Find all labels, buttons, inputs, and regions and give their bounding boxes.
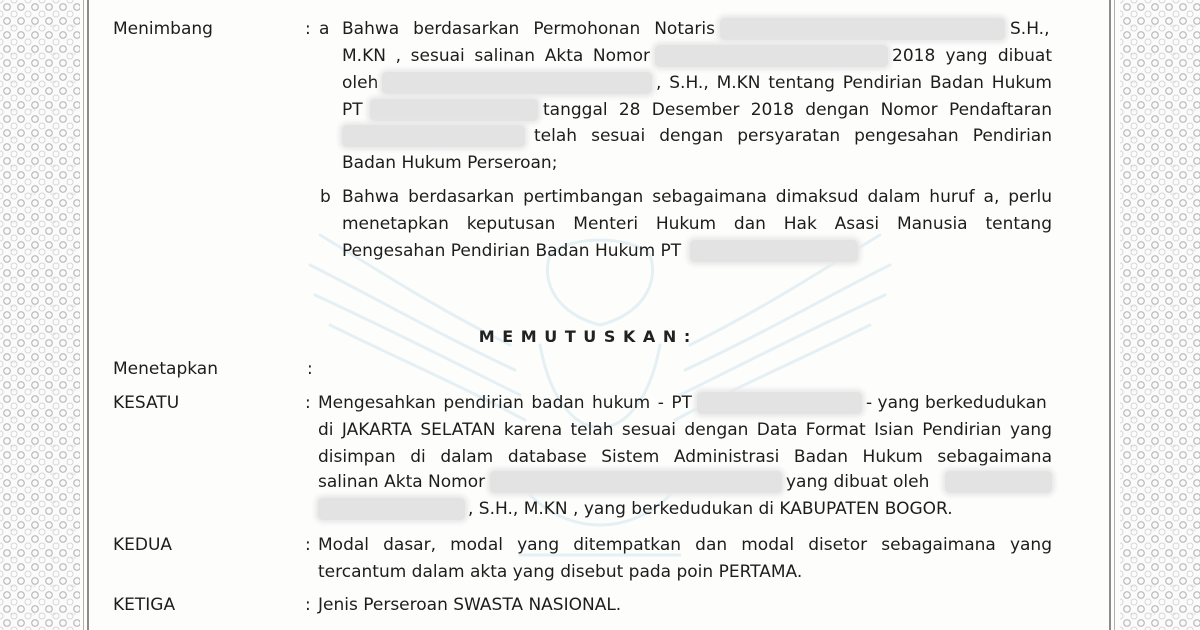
item-a-line5-end: telah sesuai dengan persyaratan pengesahan Pendirian	[534, 126, 1052, 146]
redacted-block	[382, 72, 652, 94]
decision-heading: M E M U T U S K A N :	[478, 327, 692, 346]
item-a-line2-end: 2018 yang dibuat	[892, 46, 1052, 66]
left-border-rule-outer	[83, 0, 84, 630]
kedua-colon: :	[305, 535, 311, 555]
kesatu-line3: disimpan di dalam database Sistem Administrasi Badan Hukum sebagaimana	[318, 447, 1052, 467]
kesatu-label: KESATU	[113, 393, 180, 413]
item-a-line3-end: , S.H., M.KN tentang Pendirian Badan Hukum	[656, 73, 1052, 93]
redacted-block	[490, 471, 782, 493]
ketiga-line1: Jenis Perseroan SWASTA NASIONAL.	[318, 595, 622, 615]
redacted-block	[370, 99, 538, 121]
considering-colon: :	[305, 19, 311, 39]
redacted-block	[697, 392, 862, 414]
item-b-line2: menetapkan keputusan Menteri Hukum dan Hak Asasi Manusia tentang	[342, 214, 1052, 234]
left-border-rule-inner	[87, 0, 89, 630]
establishing-label: Menetapkan	[113, 359, 218, 379]
kedua-line1: Modal dasar, modal yang ditempatkan dan modal disetor sebagaimana yang	[318, 535, 1052, 555]
kesatu-line4-start: salinan Akta Nomor	[318, 472, 486, 492]
redacted-block	[690, 240, 858, 262]
kesatu-line4-mid: yang dibuat oleh	[786, 472, 930, 492]
kesatu-line1-end: - yang berkedudukan	[866, 393, 1047, 413]
redacted-block	[318, 498, 465, 520]
item-a-line4-start: PT	[342, 100, 363, 120]
right-border-rule-inner	[1109, 0, 1111, 630]
item-a-line6: Badan Hukum Perseroan;	[342, 153, 558, 173]
item-a-line1-start: Bahwa berdasarkan Permohonan Notaris	[342, 19, 715, 39]
item-a-line2-start: M.KN , sesuai salinan Akta Nomor	[342, 46, 650, 66]
ketiga-label: KETIGA	[113, 595, 176, 615]
kesatu-line2: di JAKARTA SELATAN karena telah sesuai dengan Data Format Isian Pendirian yang	[318, 420, 1052, 440]
item-b-marker: b	[320, 187, 331, 207]
kedua-label: KEDUA	[113, 535, 173, 555]
redacted-block	[945, 471, 1052, 493]
establishing-colon: :	[307, 359, 313, 379]
right-border-rule-outer	[1114, 0, 1115, 630]
redacted-block	[655, 45, 888, 67]
item-a-line1-end: S.H.,	[1010, 19, 1050, 39]
kesatu-line1-start: Mengesahkan pendirian badan hukum - PT	[318, 393, 692, 413]
item-a-line4-end: tanggal 28 Desember 2018 dengan Nomor Pendaftaran	[543, 100, 1052, 120]
left-guilloche-border	[0, 0, 80, 630]
ketiga-colon: :	[305, 595, 311, 615]
item-a-marker: a	[319, 19, 330, 39]
considering-label: Menimbang	[113, 19, 213, 39]
redacted-block	[342, 125, 525, 147]
kesatu-line5-end: , S.H., M.KN , yang berkedudukan di KABUPATEN BOGOR.	[468, 499, 953, 519]
redacted-block	[720, 18, 1005, 40]
kesatu-colon: :	[305, 393, 311, 413]
kedua-line2: tercantum dalam akta yang disebut pada poin PERTAMA.	[318, 562, 803, 582]
right-guilloche-border	[1120, 0, 1200, 630]
item-b-line1: Bahwa berdasarkan pertimbangan sebagaimana dimaksud dalam huruf a, perlu	[342, 187, 1052, 207]
item-a-line3-start: oleh	[342, 73, 379, 93]
item-b-line3-start: Pengesahan Pendirian Badan Hukum PT	[342, 241, 682, 261]
